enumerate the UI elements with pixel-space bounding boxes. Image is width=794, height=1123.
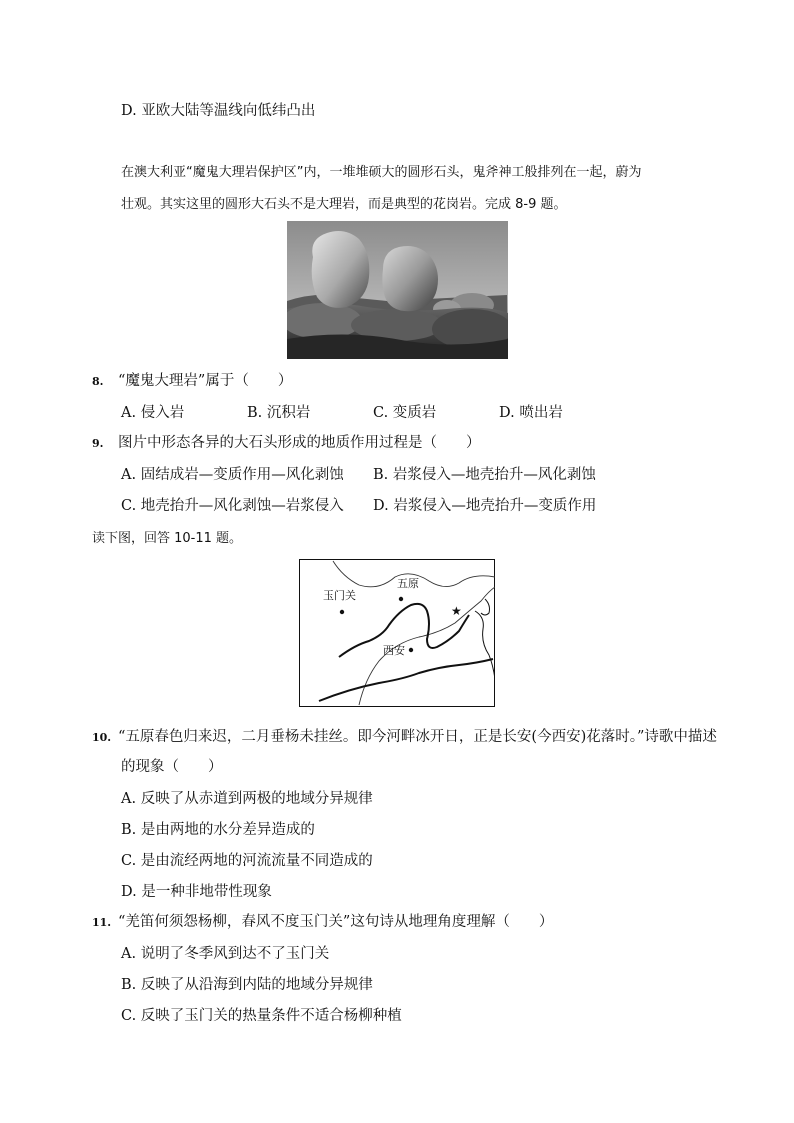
- q7-option-d: D. 亚欧大陆等温线向低纬凸出: [121, 103, 316, 119]
- xian-dot: [409, 648, 413, 652]
- q11-stem-text: “羌笛何须怨杨柳，春风不度玉门关”这句诗从地理角度理解（ ）: [118, 914, 554, 930]
- q11-option-b[interactable]: B. 反映了从沿海到内陆的地域分异规律: [121, 977, 373, 993]
- q8-number: 8.: [92, 375, 104, 388]
- q10-option-a[interactable]: A. 反映了从赤道到两极的地域分异规律: [121, 791, 373, 807]
- q10-stem-line1: [92, 728, 717, 747]
- granite-boulders-photo: [287, 221, 508, 359]
- passage2: 读下图，回答 10-11 题。: [92, 531, 243, 546]
- q9-stem-text: 图片中形态各异的大石头形成的地质作用过程是（ ）: [118, 435, 481, 451]
- q11-option-a[interactable]: A. 说明了冬季风到达不了玉门关: [121, 946, 330, 962]
- q11-number: 11.: [92, 916, 112, 929]
- wuyuan-label: 五原: [397, 577, 419, 590]
- q8-option-c[interactable]: C. 变质岩: [373, 405, 437, 421]
- china-map: [299, 559, 495, 707]
- q10-stem-text: “五原春色归来迟，二月垂杨未挂丝。即今河畔冰开日，正是长安(今西安)花落时。”诗歌中描述: [118, 729, 717, 745]
- q10-option-d[interactable]: D. 是一种非地带性现象: [121, 884, 272, 900]
- q8-option-a[interactable]: A. 侵入岩: [121, 405, 185, 421]
- q11-stem: [92, 913, 553, 932]
- q8-option-b[interactable]: B. 沉积岩: [247, 405, 311, 421]
- passage1-line1: 在澳大利亚“魔鬼大理岩保护区”内，一堆堆硕大的圆形石头，鬼斧神工般排列在一起，蔚为: [121, 165, 642, 180]
- q8-option-d[interactable]: D. 喷出岩: [499, 405, 563, 421]
- q9-stem: [92, 434, 481, 453]
- q10-option-c[interactable]: C. 是由流经两地的河流流量不同造成的: [121, 853, 373, 869]
- q9-options-row2: [121, 497, 596, 515]
- q9-option-a[interactable]: A. 固结成岩—变质作用—风化剥蚀: [121, 467, 344, 483]
- q9-number: 9.: [92, 437, 104, 450]
- q9-option-b[interactable]: B. 岩浆侵入—地壳抬升—风化剥蚀: [373, 467, 596, 483]
- q8-options: [121, 404, 563, 422]
- q9-options-row1: [121, 466, 596, 484]
- yumenguan-label: 玉门关: [323, 589, 356, 602]
- yumenguan-dot: [340, 610, 344, 614]
- wuyuan-dot: [399, 597, 403, 601]
- q9-option-c[interactable]: C. 地壳抬升—风化剥蚀—岩浆侵入: [121, 498, 344, 514]
- capital-star-icon: ★: [451, 604, 462, 618]
- q10-option-b[interactable]: B. 是由两地的水分差异造成的: [121, 822, 315, 838]
- passage1-line2: 壮观。其实这里的圆形大石头不是大理岩，而是典型的花岗岩。完成 8-9 题。: [121, 197, 567, 212]
- q8-stem-text: “魔鬼大理岩”属于（ ）: [118, 373, 293, 389]
- q9-option-d[interactable]: D. 岩浆侵入—地壳抬升—变质作用: [373, 498, 597, 514]
- q10-stem-line2: 的现象（ ）: [121, 759, 223, 775]
- xian-label: 西安: [383, 644, 405, 657]
- q10-number: 10.: [92, 731, 112, 744]
- q11-option-c[interactable]: C. 反映了玉门关的热量条件不适合杨柳种植: [121, 1008, 402, 1024]
- q8-stem: [92, 372, 292, 391]
